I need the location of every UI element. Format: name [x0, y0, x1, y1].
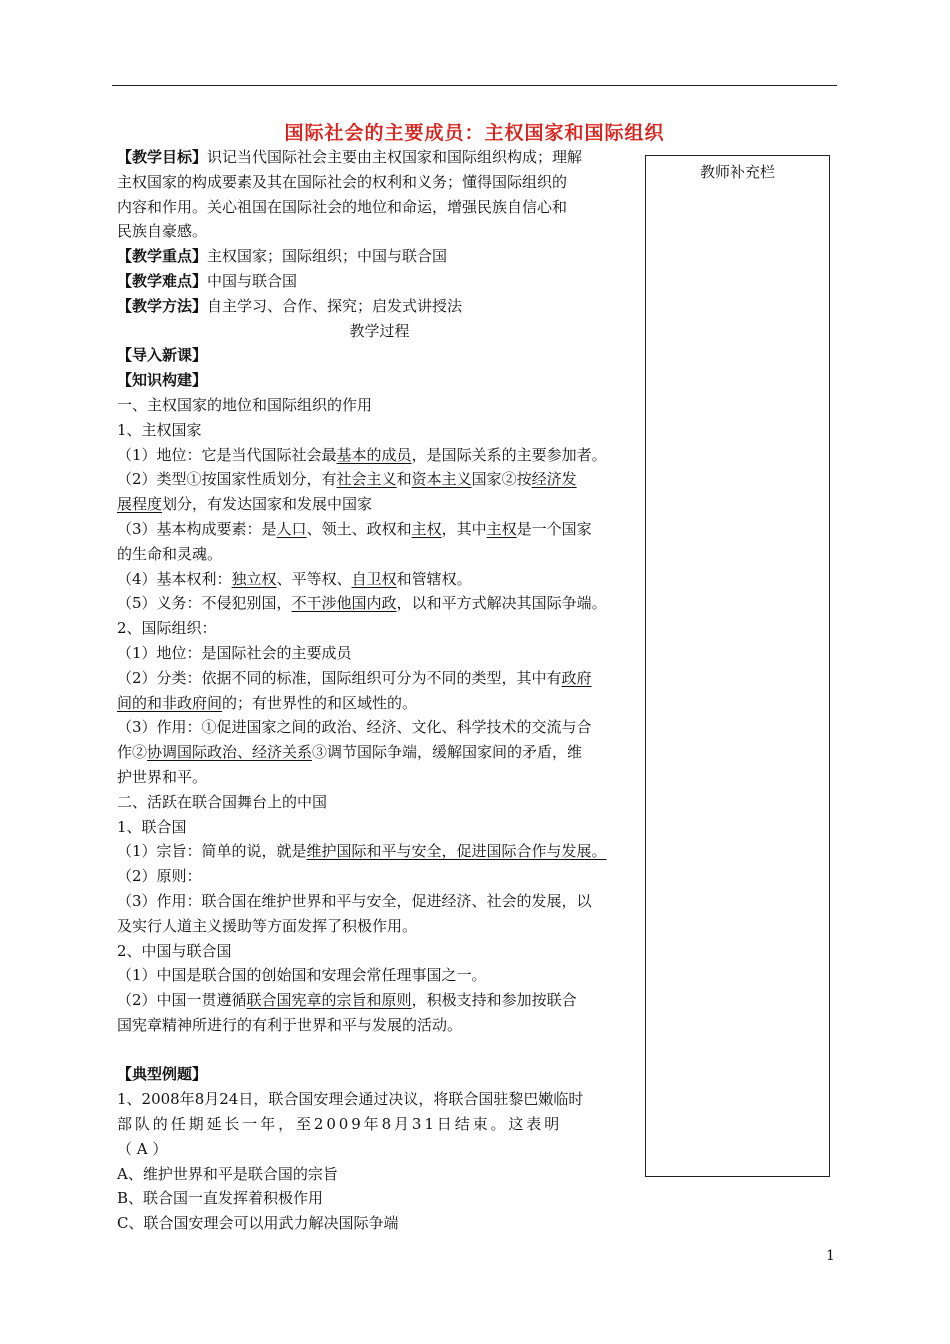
intro-label: 【导入新课】 [117, 346, 208, 365]
text-span: 划分，有发达国家和发展中国家 [162, 495, 373, 514]
paragraph-line [117, 988, 642, 1013]
question-line: 1、2008年8月24日，联合国安理会通过决议，将联合国驻黎巴嫩临时 [117, 1090, 584, 1109]
underlined-text: 基本的成员 [336, 445, 412, 464]
focus-line [117, 244, 642, 269]
underlined-text: 展程度 [117, 495, 163, 514]
text-span: （5）义务：不侵犯别国， [117, 594, 292, 613]
text-span: 和管辖权。 [396, 569, 472, 588]
underlined-text: 自卫权 [351, 569, 397, 588]
objectives-line: 内容和作用。关心祖国在国际社会的地位和命运，增强民族自信心和 [117, 197, 568, 216]
underlined-text: 协调国际政治、经济关系 [147, 743, 313, 762]
paragraph-line [117, 467, 642, 492]
text-span: 和 [396, 470, 412, 489]
section-heading: 二、活跃在联合国舞台上的中国 [117, 792, 328, 811]
paragraph-line: （2）原则： [117, 867, 202, 886]
section-heading: 一、主权国家的地位和国际组织的作用 [117, 395, 373, 414]
text-span: 、平等权、 [276, 569, 352, 588]
underlined-text: 政府 [561, 668, 592, 687]
option-b: B、联合国一直发挥着积极作用 [117, 1189, 324, 1208]
difficulty-line [117, 269, 642, 294]
option-c: C、联合国安理会可以用武力解决国际争端 [117, 1214, 399, 1233]
text-span: （2）中国一贯遵循 [117, 991, 247, 1010]
text-span: （1）宗旨：简单的说，就是 [117, 842, 307, 861]
text-span: ，以和平方式解决其国际争端。 [396, 594, 607, 613]
paragraph-line [117, 567, 642, 592]
underlined-text: 独立权 [231, 569, 277, 588]
objectives-line [117, 145, 642, 170]
paragraph-line [117, 839, 642, 864]
underlined-text: 经济发 [531, 470, 577, 489]
subsection-heading: 2、中国与联合国 [117, 941, 232, 960]
text-span: （4）基本权利： [117, 569, 232, 588]
text-span: 的；有世界性的和区域性的。 [222, 693, 418, 712]
question-line: 部队的任期延长一年，至2009年8月31日结束。这表明 [117, 1115, 563, 1134]
focus-label: 【教学重点】 [117, 247, 208, 266]
underlined-text: 主权 [486, 519, 517, 538]
teacher-notes-box [645, 155, 830, 1177]
underlined-text: 资本主义 [411, 470, 472, 489]
method-text: 自主学习、合作、探究；启发式讲授法 [207, 296, 463, 315]
underlined-text: 社会主义 [336, 470, 397, 489]
document-title: 国际社会的主要成员：主权国家和国际组织 [284, 122, 665, 144]
text-span: ，是国际关系的主要参加者。 [411, 445, 607, 464]
text-span: （1）地位：它是当代国际社会最 [117, 445, 337, 464]
paragraph-line [117, 591, 642, 616]
objectives-text: 识记当代国际社会主要由主权国家和国际组织构成；理解 [207, 148, 583, 166]
text-span: 作② [117, 743, 148, 762]
text-span: （2）分类：依据不同的标准，国际组织可分为不同的类型，其中有 [117, 668, 562, 687]
difficulty-label: 【教学难点】 [117, 271, 208, 290]
subsection-heading: 1、主权国家 [117, 420, 202, 439]
text-span: ③调节国际争端，缓解国家间的矛盾，维 [312, 743, 583, 762]
method-label: 【教学方法】 [117, 296, 208, 315]
paragraph-line [117, 740, 642, 765]
paragraph-line: （1）中国是联合国的创始国和安理会常任理事国之一。 [117, 966, 487, 985]
subsection-heading: 2、国际组织： [117, 619, 217, 638]
underlined-text: 不干涉他国内政 [291, 594, 397, 613]
paragraph-line: 及实行人道主义援助等方面发挥了积极作用。 [117, 916, 418, 935]
answer-line: （ A ） [117, 1139, 168, 1158]
underlined-text: 维护国际和平与安全，促进国际合作与发展。 [306, 842, 607, 861]
spacer [117, 1038, 642, 1063]
paragraph-line [117, 517, 642, 542]
process-heading: 教学过程 [349, 321, 410, 340]
document-body [117, 145, 642, 1236]
underlined-text: 联合国宪章的宗旨和原则 [246, 991, 412, 1010]
text-span: 国家②按 [471, 470, 532, 489]
method-line [117, 294, 642, 319]
knowledge-label: 【知识构建】 [117, 371, 208, 390]
text-span: ，其中 [441, 519, 487, 538]
text-span: 、领土、政权和 [306, 519, 412, 538]
page-number: 1 [826, 1248, 835, 1264]
underlined-text: 主权 [411, 519, 442, 538]
paragraph-line [117, 691, 642, 716]
paragraph-line [117, 443, 642, 468]
paragraph-line: 的生命和灵魂。 [117, 544, 223, 563]
paragraph-line: （3）作用：①促进国家之间的政治、经济、文化、科学技术的交流与合 [117, 718, 592, 737]
text-span: （2）类型①按国家性质划分，有 [117, 470, 337, 489]
text-span: 是一个国家 [516, 519, 592, 538]
text-span: ，积极支持和参加按联合 [411, 991, 577, 1010]
paragraph-line: 国宪章精神所进行的有利于世界和平与发展的活动。 [117, 1015, 463, 1034]
option-a: A、维护世界和平是联合国的宗旨 [117, 1164, 338, 1183]
paragraph-line [117, 492, 642, 517]
header-rule [112, 85, 837, 86]
text-span: （3）基本构成要素：是 [117, 519, 277, 538]
paragraph-line: （1）地位：是国际社会的主要成员 [117, 643, 352, 662]
objectives-label: 【教学目标】 [117, 148, 208, 166]
teacher-notes-title: 教师补充栏 [699, 163, 775, 181]
difficulty-text: 中国与联合国 [207, 271, 298, 290]
examples-label: 【典型例题】 [117, 1065, 208, 1084]
focus-text: 主权国家；国际组织；中国与联合国 [207, 247, 448, 266]
paragraph-line [117, 666, 642, 691]
subsection-heading: 1、联合国 [117, 817, 187, 836]
underlined-text: 间的和非政府间 [117, 693, 223, 712]
objectives-line: 民族自豪感。 [117, 222, 208, 241]
paragraph-line: （3）作用：联合国在维护世界和平与安全，促进经济、社会的发展，以 [117, 891, 592, 910]
paragraph-line: 护世界和平。 [117, 767, 208, 786]
objectives-line: 主权国家的构成要素及其在国际社会的权利和义务；懂得国际组织的 [117, 172, 568, 191]
underlined-text: 人口 [276, 519, 307, 538]
